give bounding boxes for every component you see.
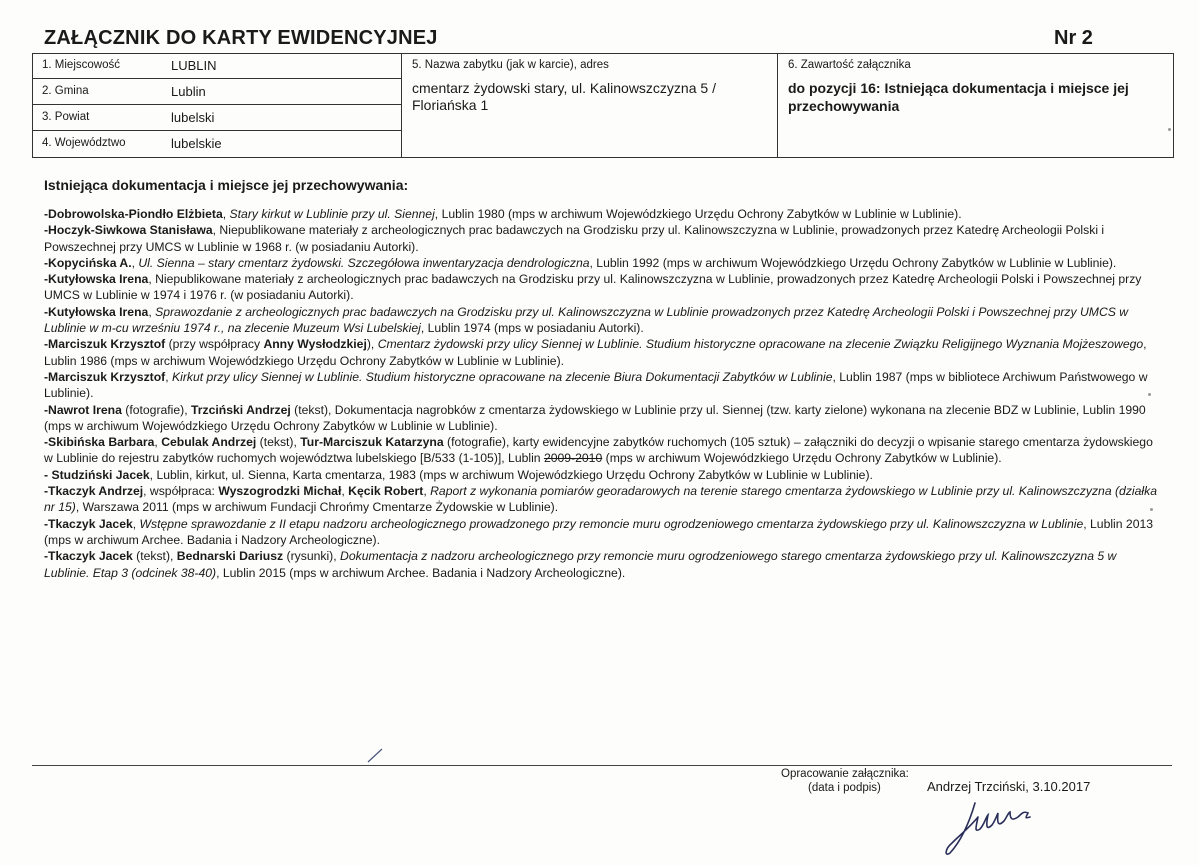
- entry-text: , Lublin 2013 (mps w archiwum Archee. Badania i Nadzory Archeologiczne).: [44, 516, 1154, 547]
- entry-text: ,: [165, 369, 173, 384]
- entry-text: , współpraca:: [143, 484, 219, 499]
- author-date: Andrzej Trzciński, 3.10.2017: [927, 779, 1091, 794]
- entry-text: ,: [154, 435, 162, 450]
- name-value-line-2: Floriańska 1: [412, 97, 489, 113]
- header-row-value: Lublin: [171, 84, 206, 99]
- entry-text: -Tkaczyk Jacek: [44, 549, 133, 564]
- content-value-line-1: do pozycji 16: Istniejąca dokumentacja i miejsce jej: [788, 80, 1129, 96]
- bibliography-entry: [44, 467, 1164, 483]
- entry-text: (tekst),: [132, 549, 177, 564]
- entry-text: Kirkut przy ulicy Siennej w Lublinie. Studium historyczne opracowane na zlecenie Biura Dokumentacji Zabytków w Lublinie: [172, 369, 833, 384]
- header-table: [32, 53, 1174, 158]
- entry-text: Kęcik Robert: [348, 484, 424, 499]
- entry-text: , Warszawa 2011 (mps w archiwum Fundacji Chrońmy Cmentarze Żydowskie w Lublinie).: [75, 500, 559, 515]
- header-row-value: lubelskie: [171, 136, 222, 151]
- entry-text: (fotografie),: [121, 402, 191, 417]
- entry-text: ),: [366, 337, 378, 352]
- header-row-value: LUBLIN: [171, 58, 217, 73]
- prepared-label: Opracowanie załącznika:: [781, 768, 909, 780]
- header-row-label: 3. Powiat: [42, 111, 90, 123]
- bibliography-entry: [44, 255, 1164, 271]
- header-row-label: 4. Województwo: [42, 137, 126, 149]
- entry-text: (przy współpracy: [165, 337, 264, 352]
- entry-text: -Marciszuk Krzysztof: [44, 337, 166, 352]
- entry-text: , Lublin 1987 (mps w bibliotece Archiwum Państwowego w Lublinie).: [44, 369, 1148, 401]
- entry-text: -Tkaczyk Jacek: [44, 516, 133, 531]
- scan-speck: [1148, 393, 1151, 396]
- signature-image: [940, 795, 1050, 860]
- bibliography-entry: [44, 548, 1164, 581]
- entry-text: , Lublin 1986 (mps w archiwum Wojewódzkiego Urzędu Ochrony Zabytków w Lublinie w Lublinie).: [44, 337, 1147, 368]
- entry-text: ,: [423, 484, 431, 499]
- entry-text: (fotografie), karty ewidencyjne zabytków ruchomych (105 sztuk) – załączniki do decyzji o wpisanie starego cmentarza żydowskiego w Lublinie do rejestru zabytków ruchomych województwa lubelskiego [B/533 (1-105)], Lublin: [44, 435, 1153, 466]
- document-title: ZAŁĄCZNIK DO KARTY EWIDENCYJNEJ: [44, 27, 438, 49]
- entry-text: -Marciszuk Krzysztof: [44, 369, 166, 384]
- bibliography-entry: [44, 369, 1164, 402]
- entry-text: -Tkaczyk Andrzej: [44, 484, 144, 499]
- bibliography-entry: [44, 271, 1164, 304]
- entry-text: Ul. Sienna – stary cmentarz żydowski. Szczegółowa inwentaryzacja dendrologiczna: [138, 255, 590, 270]
- entry-text: Wstępne sprawozdanie z II etapu nadzoru archeologicznego prowadzonego przy remoncie muru ogrodzeniowego cmentarza żydowskiego przy ul. Kalinowszczyzna w Lublinie: [139, 516, 1084, 531]
- entry-text: -Nawrot Irena: [44, 402, 122, 417]
- entry-text: , Lublin 1992 (mps w archiwum Wojewódzkiego Urzędu Ochrony Zabytków w Lublinie w Lublinie).: [589, 255, 1117, 270]
- entry-text: ,: [222, 207, 230, 221]
- scan-speck: [1168, 128, 1171, 131]
- entry-text: (rysunki),: [283, 549, 341, 564]
- entry-text: -Dobrowolska-Piondło Elżbieta: [44, 207, 223, 221]
- entry-text: -Hoczyk-Siwkowa Stanisława: [44, 223, 213, 238]
- entry-text: , Niepublikowane materiały z archeologicznych prac badawczych na Grodzisku przy ul. Kalinowszczyzna w Lublinie, prowadzonych przez Katedrę Archeologii Polski i Powszechnej przy UMCS w Lublinie w 1974 i 1976 r. (w posiadaniu Autorki).: [44, 272, 1142, 303]
- entry-text: -Kutyłowska Irena: [44, 272, 149, 287]
- entry-text: Cebulak Andrzej: [161, 435, 257, 450]
- content-label: 6. Zawartość załącznika: [788, 59, 911, 71]
- entry-text: Anny Wysłodzkiej: [263, 337, 367, 352]
- header-row-1: [33, 53, 401, 78]
- bibliography-entry: [44, 434, 1164, 467]
- document-number: Nr 2: [1054, 27, 1093, 49]
- entry-text: 2009-2010: [543, 451, 603, 466]
- entry-text: -Kopycińska A.: [44, 255, 132, 270]
- entry-text: , Lublin, kirkut, ul. Sienna, Karta cmentarza, 1983 (mps w archiwum Wojewódzkiego Urzędu Ochrony Zabytków w Lublinie w Lublinie).: [149, 467, 873, 482]
- header-row-3: [33, 104, 401, 130]
- entry-text: Dokumentacja z nadzoru archeologicznego przy remoncie muru ogrodzeniowego starego cmentarza żydowskiego przy ul. Kalinowszczyzna 5 w Lublinie. Etap 3 (odcinek 38-40): [44, 549, 1117, 580]
- entry-text: Raport z wykonania pomiarów georadarowych na terenie starego cmentarza żydowskiego w Lublinie przy ul. Kalinowszczyzna (działka nr 15): [44, 484, 1157, 515]
- name-value-line-1: cmentarz żydowski stary, ul. Kalinowszczyzna 5 /: [412, 80, 716, 96]
- footer-divider: [32, 765, 1172, 766]
- bibliography-entry: [44, 304, 1164, 337]
- bibliography-entry: [44, 206, 1164, 222]
- bibliography-entry: [44, 483, 1164, 516]
- entry-text: Cmentarz żydowski przy ulicy Siennej w Lublinie. Studium historyczne opracowane na zlecenie Związku Religijnego Wyznania Mojżeszowego: [377, 337, 1144, 352]
- entry-text: -Skibińska Barbara: [44, 435, 155, 450]
- entry-text: Tur-Marciszuk Katarzyna: [300, 435, 444, 450]
- scan-speck: [1150, 508, 1153, 511]
- header-row-label: 2. Gmina: [42, 85, 89, 97]
- entry-text: , Lublin 1980 (mps w archiwum Wojewódzkiego Urzędu Ochrony Zabytków w Lublinie w Lublinie).: [434, 207, 962, 221]
- entry-text: ,: [131, 255, 139, 270]
- bibliography-entry: [44, 222, 1164, 255]
- bibliography-entry: [44, 402, 1164, 435]
- entry-text: ,: [341, 484, 349, 499]
- entry-text: (tekst), Dokumentacja nagrobków z cmentarza żydowskiego w Lublinie przy ul. Siennej (tzw. karty zielone) wykonana na zlecenie BDZ w Lublinie, Lublin 1990 (mps w archiwum Wojewódzkiego Urzędu Ochrony Zabytków w Lublinie w Lublinie).: [44, 402, 1146, 433]
- entry-text: -Kutyłowska Irena: [44, 304, 149, 319]
- entry-text: Wyszogrodzki Michał: [218, 484, 342, 499]
- entry-text: (mps w archiwum Wojewódzkiego Urzędu Ochrony Zabytków w Lublinie).: [602, 451, 1002, 466]
- entry-text: (tekst),: [256, 435, 301, 450]
- header-row-2: [33, 78, 401, 104]
- entry-text: ,: [132, 516, 140, 531]
- bibliography-list: [44, 206, 1164, 581]
- header-content-cell: [777, 54, 1173, 157]
- header-name-cell: [401, 54, 778, 157]
- name-label: 5. Nazwa zabytku (jak w karcie), adres: [412, 59, 609, 71]
- content-value-line-2: przechowywania: [788, 98, 900, 114]
- entry-text: , Lublin 1974 (mps w posiadaniu Autorki).: [420, 321, 644, 336]
- entry-text: Trzciński Andrzej: [190, 402, 291, 417]
- entry-text: , Lublin 2015 (mps w archiwum Archee. Badania i Nadzory Archeologiczne).: [216, 565, 626, 580]
- header-row-value: lubelski: [171, 110, 215, 125]
- header-row-label: 1. Miejscowość: [42, 59, 120, 71]
- entry-text: Bednarski Dariusz: [176, 549, 284, 564]
- entry-text: Stary kirkut w Lublinie przy ul. Siennej: [229, 207, 435, 221]
- bibliography-entry: [44, 336, 1164, 369]
- entry-text: - Studziński Jacek: [44, 467, 150, 482]
- pen-stroke-mark: [366, 746, 386, 764]
- header-row-4: [33, 130, 401, 156]
- entry-text: , Niepublikowane materiały z archeologicznych prac badawczych na Grodzisku przy ul. Kalinowszczyzna w Lublinie, prowadzonych przez Katedrę Archeologii Polski i Powszechnej przy UMCS w Lublinie w 1968 r. (w posiadaniu Autorki).: [44, 223, 1105, 254]
- section-heading: Istniejąca dokumentacja i miejsce jej przechowywania:: [44, 177, 409, 193]
- bibliography-entry: [44, 516, 1164, 549]
- prepared-sublabel: (data i podpis): [808, 782, 881, 794]
- entry-text: Sprawozdanie z archeologicznych prac badawczych na Grodzisku przy ul. Kalinowszczyzna w Lublinie prowadzonych przez Katedrę Archeologii Polski i Powszechnej przy UMCS w Lublinie w m-cu wrześniu 1974 r., na zlecenie Muzeum Wsi Lubelskiej: [44, 304, 1129, 336]
- entry-text: ,: [148, 304, 156, 319]
